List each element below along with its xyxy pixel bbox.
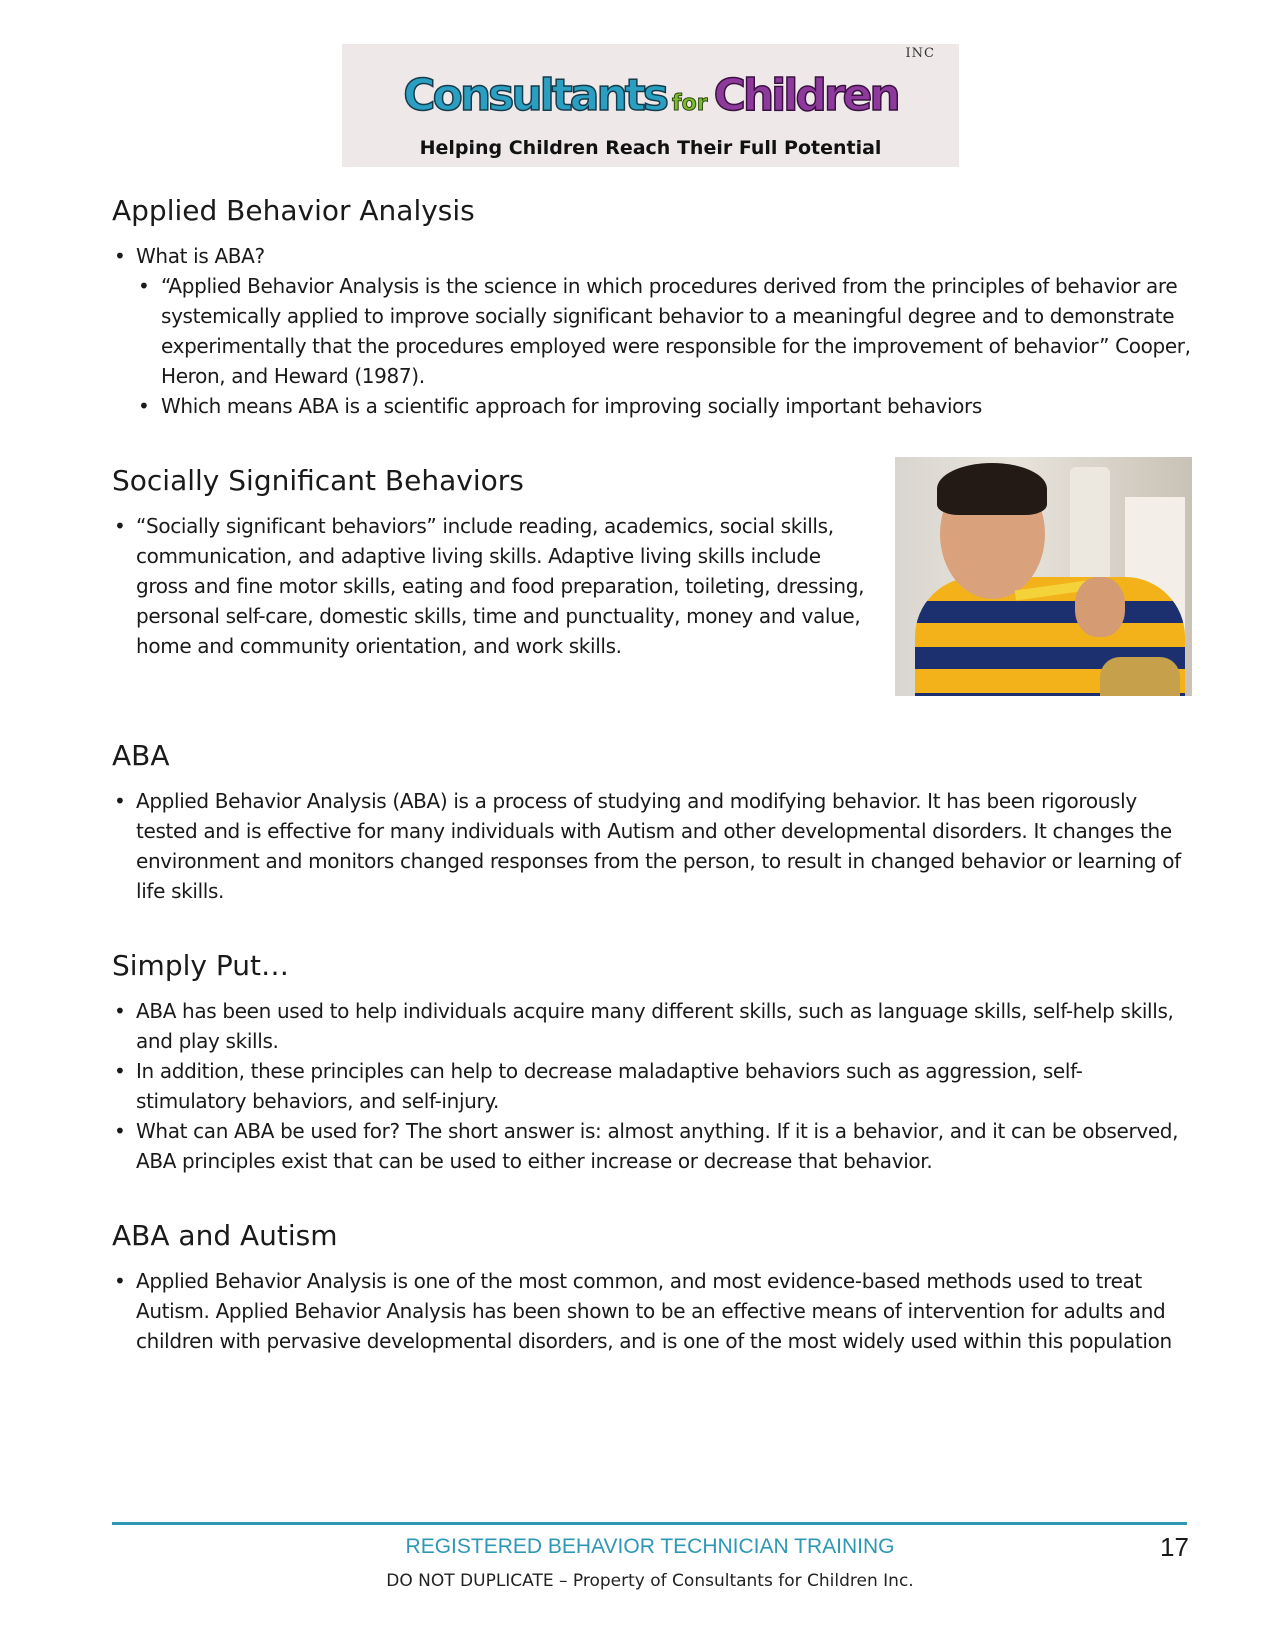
logo-wordmark [342, 64, 959, 128]
footer-title: REGISTERED BEHAVIOR TECHNICIAN TRAINING [405, 1535, 895, 1558]
bullet-text: What is ABA? [136, 244, 265, 268]
page-content [112, 193, 1192, 1398]
section-heading: Simply Put… [112, 949, 289, 982]
company-logo [342, 44, 959, 167]
section-heading: Socially Significant Behaviors [112, 464, 524, 497]
bullet-item: • “Socially significant behaviors” include reading, academics, social skills, communication, and adaptive living skills. Adaptive living skills include gross and fine motor skills, eating and food preparation, toileting, dressing, personal self-care, domestic skills, time and punctuality, money and value, home and community orientation, and work skills. [112, 511, 872, 661]
bullet-item: • ABA has been used to help individuals acquire many different skills, such as language skills, self-help skills, and play skills. [112, 996, 1192, 1056]
section-simply-put [112, 948, 1192, 1176]
logo-inc: INC [905, 46, 935, 61]
section-heading: ABA and Autism [112, 1219, 338, 1252]
logo-word-consultants: Consultants [403, 70, 667, 121]
bullet-item [112, 241, 1192, 421]
logo-word-for: for [672, 91, 708, 116]
section-aba-and-autism [112, 1218, 1192, 1356]
footer-divider [112, 1522, 1187, 1525]
section-applied-behavior-analysis [112, 193, 1192, 421]
logo-tagline: Helping Children Reach Their Full Potential [419, 137, 882, 159]
sub-bullet-item: • “Applied Behavior Analysis is the science in which procedures derived from the principles of behavior are systemically applied to improve socially significant behavior to a meaningful degree and to demonstrate experimentally that the procedures employed were responsible for the improvement of behavior” Cooper, Heron, and Heward (1987). [136, 271, 1192, 391]
section-heading: ABA [112, 739, 170, 772]
footer-copyright-note: DO NOT DUPLICATE – Property of Consultants for Children Inc. [386, 1571, 914, 1591]
sub-bullet-item: • Which means ABA is a scientific approach for improving socially important behaviors [136, 391, 1192, 421]
bullet-item: • What can ABA be used for? The short answer is: almost anything. If it is a behavior, and it can be observed, ABA principles exist that can be used to either increase or decrease that behavior. [112, 1116, 1192, 1176]
section-aba [112, 738, 1192, 906]
bullet-item: • In addition, these principles can help to decrease maladaptive behaviors such as aggression, self-stimulatory behaviors, and self-injury. [112, 1056, 1192, 1116]
section-socially-significant-behaviors [112, 463, 1192, 696]
bullet-item: • Applied Behavior Analysis is one of the most common, and most evidence-based methods used to treat Autism. Applied Behavior Analysis has been shown to be an effective means of intervention for adults and children with pervasive developmental disorders, and is one of the most widely used within this population [112, 1266, 1192, 1356]
child-brushing-teeth-photo [895, 457, 1192, 696]
logo-word-children: Children [713, 70, 898, 121]
section-text [112, 463, 872, 661]
page-number: 17 [1160, 1532, 1189, 1562]
section-heading: Applied Behavior Analysis [112, 194, 475, 227]
bullet-item: • Applied Behavior Analysis (ABA) is a process of studying and modifying behavior. It has been rigorously tested and is effective for many individuals with Autism and other developmental disorders. It changes the environment and monitors changed responses from the person, to result in changed behavior or learning of life skills. [112, 786, 1192, 906]
